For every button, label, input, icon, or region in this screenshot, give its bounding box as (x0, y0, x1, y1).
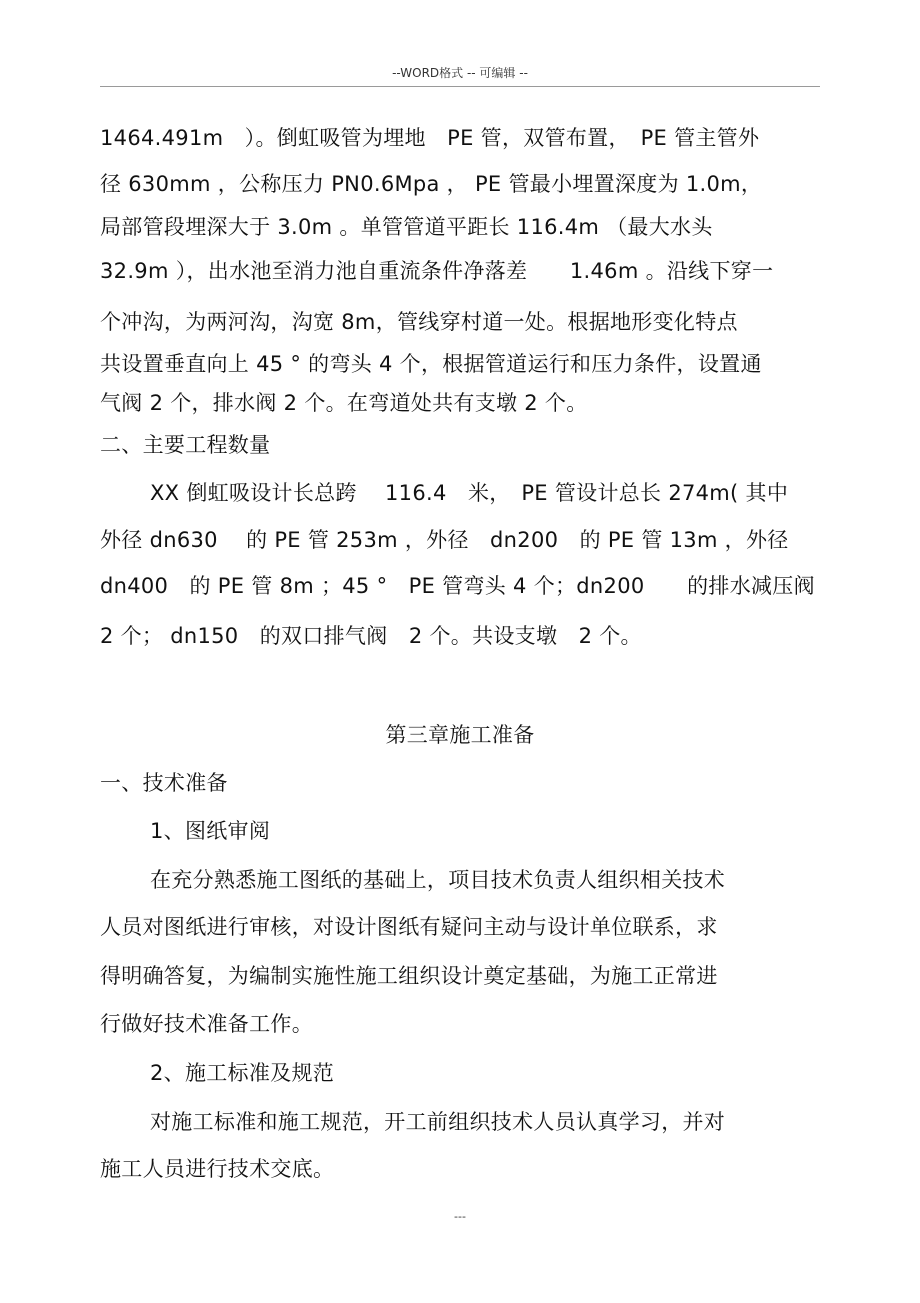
paragraph-line: dn400 的 PE 管 8m ；45 ° PE 管弯头 4 个；dn200 的排水减压阀 (100, 574, 815, 598)
section-heading: 一、技术准备 (100, 771, 228, 795)
paragraph-line: 32.9m ），出水池至消力池自重流条件净落差 1.46m 。沿线下穿一 (100, 259, 774, 283)
header-divider (100, 86, 820, 87)
page-footer: --- (454, 1210, 466, 1223)
paragraph-line: 人员对图纸进行审核，对设计图纸有疑问主动与设计单位联系，求 (100, 915, 718, 939)
item-heading: 1、图纸审阅 (150, 819, 271, 843)
paragraph-line: 外径 dn630 的 PE 管 253m ，外径 dn200 的 PE 管 13m ，外径 (100, 528, 789, 552)
paragraph-line: 个冲沟，为两河沟，沟宽 8m，管线穿村道一处。根据地形变化特点 (100, 310, 738, 334)
item-heading: 2、施工标准及规范 (150, 1061, 335, 1085)
section-heading: 二、主要工程数量 (100, 433, 271, 457)
chapter-title: 第三章施工准备 (385, 723, 535, 747)
paragraph-line: 共设置垂直向上 45 ° 的弯头 4 个，根据管道运行和压力条件，设置通 (100, 352, 762, 376)
paragraph-line: 局部管段埋深大于 3.0m 。单管管道平距长 116.4m （最大水头 (100, 215, 713, 239)
paragraph-line: 径 630mm ，公称压力 PN0.6Mpa ， PE 管最小埋置深度为 1.0m， (100, 172, 763, 196)
paragraph-line: 行做好技术准备工作。 (100, 1012, 313, 1036)
paragraph-line: 气阀 2 个，排水阀 2 个。在弯道处共有支墩 2 个。 (100, 391, 588, 415)
paragraph-line: 2 个； dn150 的双口排气阀 2 个。共设支墩 2 个。 (100, 624, 642, 648)
paragraph-line: 1464.491m ）。倒虹吸管为埋地 PE 管，双管布置， PE 管主管外 (100, 126, 760, 150)
paragraph-line: 对施工标准和施工规范，开工前组织技术人员认真学习，并对 (150, 1110, 726, 1134)
paragraph-line: 得明确答复，为编制实施性施工组织设计奠定基础，为施工正常进 (100, 964, 718, 988)
paragraph-line: 施工人员进行技术交底。 (100, 1157, 335, 1181)
page-header: --WORD格式 -- 可编辑 -- (392, 66, 528, 80)
paragraph-line: XX 倒虹吸设计长总跨 116.4 米， PE 管设计总长 274m( 其中 (150, 481, 789, 505)
paragraph-line: 在充分熟悉施工图纸的基础上，项目技术负责人组织相关技术 (150, 868, 726, 892)
